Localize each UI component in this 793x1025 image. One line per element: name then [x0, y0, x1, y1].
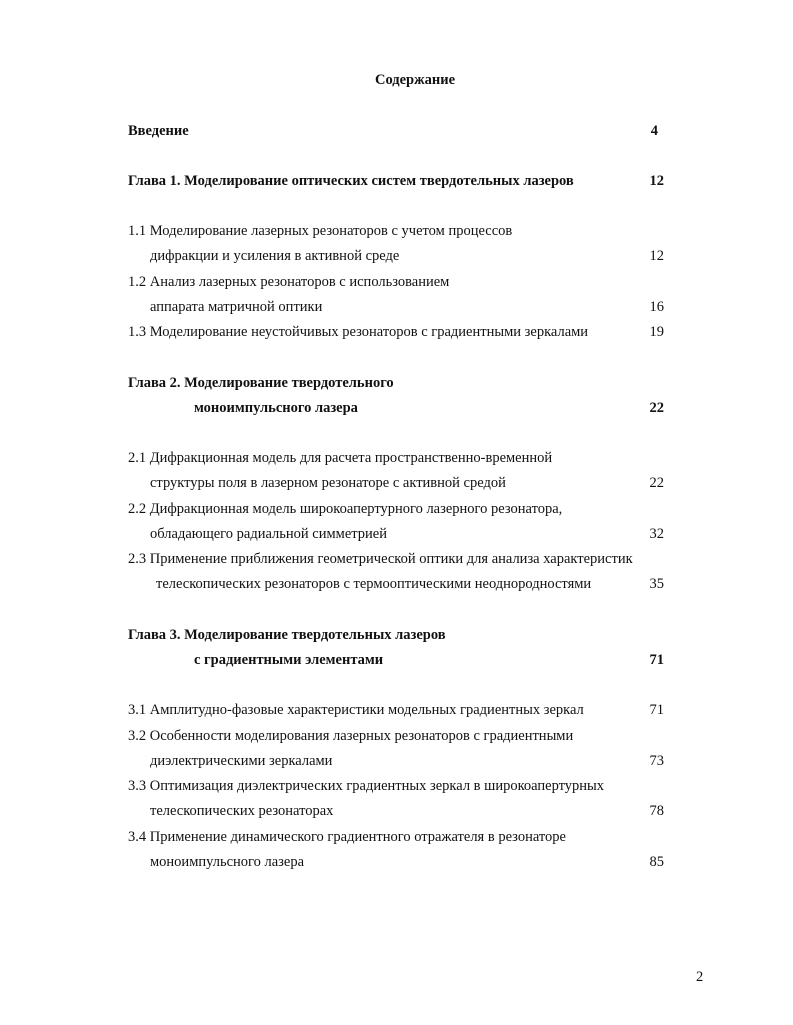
toc-page-2-2: 32	[649, 526, 664, 542]
toc-entry-3-2-cont: диэлектрическими зеркалами	[150, 753, 333, 769]
toc-page-3-1: 71	[649, 702, 664, 718]
page-title: Содержание	[374, 72, 456, 88]
toc-entry-1-2-cont: аппарата матричной оптики	[150, 299, 323, 315]
toc-page-3-4: 85	[649, 854, 664, 870]
toc-entry-2-2: 2.2 Дифракционная модель широкоапертурного лазерного резонатора,	[128, 501, 563, 517]
toc-entry-2-1-cont: структуры поля в лазерном резонаторе с активной средой	[150, 475, 506, 491]
toc-entry-3-4-cont: моноимпульсного лазера	[150, 854, 305, 870]
toc-page-3-3: 78	[649, 803, 664, 819]
toc-entry-1-1-cont: дифракции и усиления в активной среде	[150, 248, 400, 264]
toc-entry-2-1: 2.1 Дифракционная модель для расчета пространственно-временной	[128, 450, 553, 466]
toc-page-1-2: 16	[649, 299, 664, 315]
page-number: 2	[696, 969, 704, 985]
toc-entry-3-2: 3.2 Особенности моделирования лазерных резонаторов с градиентными	[128, 728, 574, 744]
toc-page-2-1: 22	[649, 475, 664, 491]
toc-page-intro: 4	[650, 123, 658, 139]
toc-entry-chapter-2-cont: моноимпульсного лазера	[194, 400, 358, 416]
toc-entry-3-1: 3.1 Амплитудно-фазовые характеристики модельных градиентных зеркал	[128, 702, 584, 718]
toc-entry-2-2-cont: обладающего радиальной симметрией	[150, 526, 387, 542]
toc-entry-3-3: 3.3 Оптимизация диэлектрических градиентных зеркал в широкоапертурных	[128, 778, 605, 794]
toc-entry-3-4: 3.4 Применение динамического градиентного отражателя в резонаторе	[128, 829, 566, 845]
toc-entry-1-1: 1.1 Моделирование лазерных резонаторов с учетом процессов	[128, 223, 513, 239]
toc-entry-chapter-2: Глава 2. Моделирование твердотельного	[128, 375, 394, 391]
toc-entry-chapter-1: Глава 1. Моделирование оптических систем твердотельных лазеров	[128, 173, 574, 189]
toc-page-chapter-3: 71	[649, 652, 664, 668]
toc-entry-1-2: 1.2 Анализ лазерных резонаторов с использованием	[128, 274, 450, 290]
toc-page-chapter-1: 12	[649, 173, 664, 189]
toc-entry-chapter-3-cont: с градиентными элементами	[194, 652, 384, 668]
toc-page-1-3: 19	[649, 324, 664, 340]
toc-entry-3-3-cont: телескопических резонаторах	[150, 803, 334, 819]
toc-entry-2-3: 2.3 Применение приближения геометрической оптики для анализа характеристик	[128, 551, 633, 567]
toc-page-chapter-2: 22	[649, 400, 664, 416]
toc-page-1-1: 12	[649, 248, 664, 264]
toc-entry-1-3: 1.3 Моделирование неустойчивых резонаторов с градиентными зеркалами	[128, 324, 589, 340]
toc-entry-chapter-3: Глава 3. Моделирование твердотельных лазеров	[128, 627, 446, 643]
toc-page-3-2: 73	[649, 753, 664, 769]
toc-entry-2-3-cont: телескопических резонаторов с термооптическими неоднородностями	[156, 576, 592, 592]
toc-page-2-3: 35	[649, 576, 664, 592]
toc-entry-intro: Введение	[128, 123, 189, 139]
